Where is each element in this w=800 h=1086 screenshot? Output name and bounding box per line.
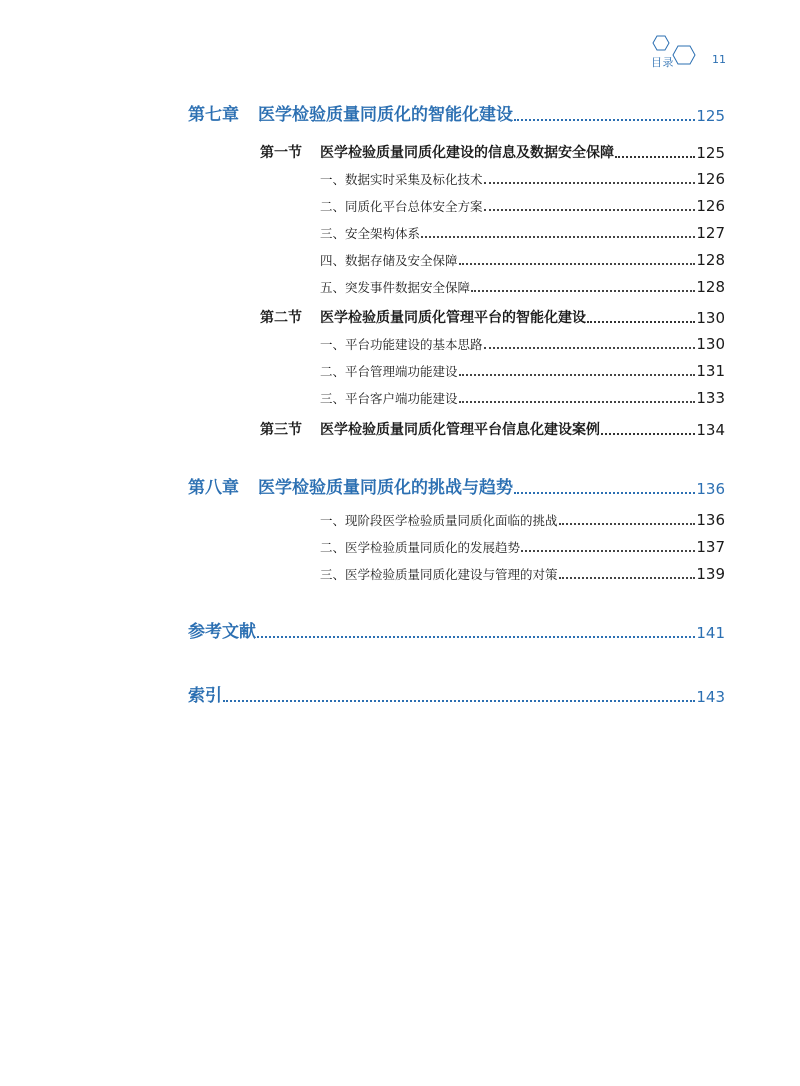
dot-leader <box>459 400 696 403</box>
dot-leader <box>484 181 696 184</box>
section-number: 第二节 <box>260 310 302 326</box>
dot-leader <box>257 635 695 638</box>
page-ref: 126 <box>696 170 725 188</box>
toc-item[interactable] <box>320 222 725 242</box>
chapter-number: 第八章 <box>188 478 239 498</box>
toc-references[interactable] <box>188 618 725 642</box>
item-title: 一、数据实时采集及标化技术 <box>320 172 483 187</box>
index-title: 索引 <box>188 686 222 706</box>
dot-leader <box>514 118 695 121</box>
header-label: 目录 <box>651 56 674 69</box>
page-ref: 136 <box>696 480 725 498</box>
page-ref: 128 <box>696 251 725 269</box>
item-title: 二、医学检验质量同质化的发展趋势 <box>320 540 521 555</box>
toc-item[interactable] <box>320 563 725 583</box>
toc-item[interactable] <box>320 536 725 556</box>
toc-section-7-1[interactable] <box>260 140 725 162</box>
toc-section-7-3[interactable] <box>260 417 725 439</box>
section-number: 第三节 <box>260 422 302 438</box>
dot-leader <box>459 262 696 265</box>
dot-leader <box>587 320 695 323</box>
page-ref: 126 <box>696 197 725 215</box>
page-header <box>640 34 740 74</box>
item-title: 三、医学检验质量同质化建设与管理的对策 <box>320 567 558 582</box>
toc-item[interactable] <box>320 509 725 529</box>
dot-leader <box>223 699 695 702</box>
section-title: 医学检验质量同质化管理平台信息化建设案例 <box>320 422 600 438</box>
toc-item[interactable] <box>320 333 725 353</box>
page-ref: 133 <box>696 389 725 407</box>
chapter-title: 医学检验质量同质化的挑战与趋势 <box>258 478 513 498</box>
toc-item[interactable] <box>320 387 725 407</box>
page-ref: 128 <box>696 278 725 296</box>
dot-leader <box>521 549 695 552</box>
chapter-title: 医学检验质量同质化的智能化建设 <box>258 105 513 125</box>
toc-item[interactable] <box>320 249 725 269</box>
page-ref: 130 <box>696 309 725 327</box>
toc-item[interactable] <box>320 276 725 296</box>
dot-leader <box>601 432 695 435</box>
page-ref: 134 <box>696 421 725 439</box>
toc-section-7-2[interactable] <box>260 305 725 327</box>
page-ref: 143 <box>696 688 725 706</box>
toc-index[interactable] <box>188 682 725 706</box>
toc-item[interactable] <box>320 360 725 380</box>
page-ref: 125 <box>696 107 725 125</box>
page-ref: 136 <box>696 511 725 529</box>
page-number: 11 <box>712 53 726 66</box>
toc-chapter-7[interactable] <box>188 101 725 125</box>
page-ref: 125 <box>696 144 725 162</box>
dot-leader <box>559 576 696 579</box>
toc-chapter-8[interactable] <box>188 474 725 498</box>
references-title: 参考文献 <box>188 622 256 642</box>
page-ref: 139 <box>696 565 725 583</box>
page-ref: 141 <box>696 624 725 642</box>
dot-leader <box>421 235 695 238</box>
dot-leader <box>459 373 696 376</box>
section-title: 医学检验质量同质化建设的信息及数据安全保障 <box>320 145 614 161</box>
toc-item[interactable] <box>320 168 725 188</box>
item-title: 四、数据存储及安全保障 <box>320 253 458 268</box>
item-title: 三、平台客户端功能建设 <box>320 391 458 406</box>
dot-leader <box>559 522 696 525</box>
item-title: 一、平台功能建设的基本思路 <box>320 337 483 352</box>
item-title: 三、安全架构体系 <box>320 226 421 241</box>
dot-leader <box>471 289 695 292</box>
page-ref: 130 <box>696 335 725 353</box>
item-title: 一、现阶段医学检验质量同质化面临的挑战 <box>320 513 558 528</box>
item-title: 二、同质化平台总体安全方案 <box>320 199 483 214</box>
page-ref: 137 <box>696 538 725 556</box>
page-ref: 127 <box>696 224 725 242</box>
dot-leader <box>615 155 695 158</box>
chapter-number: 第七章 <box>188 105 239 125</box>
toc-item[interactable] <box>320 195 725 215</box>
page-ref: 131 <box>696 362 725 380</box>
dot-leader <box>514 491 695 494</box>
item-title: 二、平台管理端功能建设 <box>320 364 458 379</box>
section-title: 医学检验质量同质化管理平台的智能化建设 <box>320 310 586 326</box>
item-title: 五、突发事件数据安全保障 <box>320 280 471 295</box>
dot-leader <box>484 346 696 349</box>
section-number: 第一节 <box>260 145 302 161</box>
dot-leader <box>484 208 696 211</box>
